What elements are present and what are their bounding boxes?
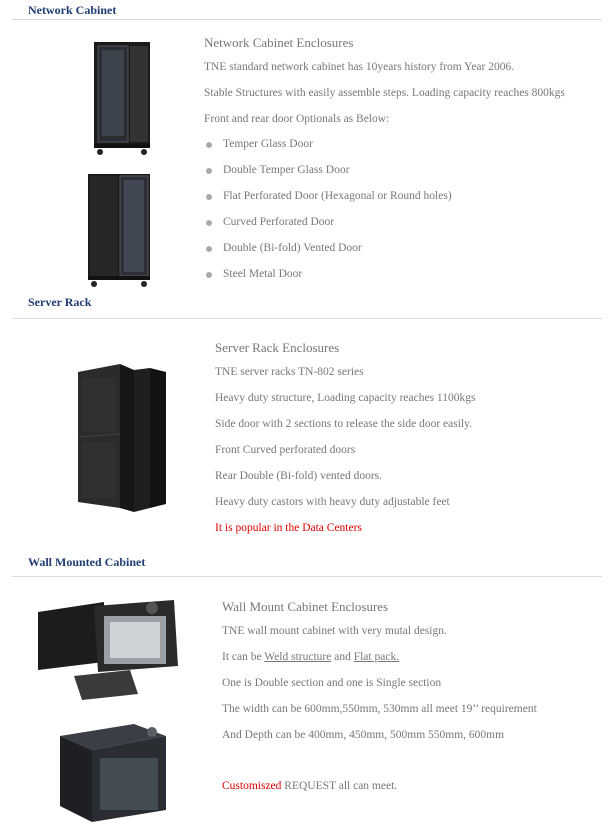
- server-rack-image: [72, 362, 172, 514]
- wall-cabinet-double-section-image: [34, 598, 182, 702]
- bullet-icon: [206, 246, 212, 252]
- server-line-1: TNE server racks TN-802 series: [215, 366, 364, 378]
- network-cabinet-perforated-image: [82, 172, 158, 290]
- wall-line-2-prefix: It can be: [222, 651, 262, 663]
- wall-line-2: [222, 651, 399, 663]
- customized-label: Customiszed: [222, 780, 282, 792]
- divider: [12, 576, 602, 577]
- wall-cabinet-single-section-image: [56, 716, 170, 826]
- network-heading: Network Cabinet Enclosures: [204, 35, 354, 50]
- wall-line-3: One is Double section and one is Single section: [222, 677, 442, 689]
- network-line-2: Stable Structures with easily assemble steps. Loading capacity reaches 800kgs: [204, 87, 565, 99]
- network-cabinet-glass-image: [88, 40, 156, 158]
- section-title-wall: Wall Mounted Cabinet: [28, 555, 146, 569]
- door-option-3: Flat Perforated Door (Hexagonal or Round holes): [223, 190, 452, 202]
- server-line-2: Heavy duty structure, Loading capacity reaches 1100kgs: [215, 392, 476, 404]
- server-heading: Server Rack Enclosures: [215, 340, 340, 355]
- divider: [12, 19, 602, 20]
- flat-pack-link[interactable]: Flat pack.: [353, 651, 400, 663]
- server-line-5: Rear Double (Bi-fold) vented doors.: [215, 470, 383, 482]
- wall-line-2-mid: and: [334, 651, 351, 663]
- server-line-4: Front Curved perforated doors: [215, 444, 356, 456]
- bullet-icon: [206, 220, 212, 226]
- wall-line-1: TNE wall mount cabinet with very mutal design.: [222, 625, 447, 637]
- wall-customized-line: [222, 780, 397, 792]
- weld-structure-link[interactable]: Weld structure: [264, 651, 332, 663]
- network-line-3: Front and rear door Optionals as Below:: [204, 113, 390, 125]
- wall-line-4: The width can be 600mm,550mm, 530mm all meet 19’’ requirement: [222, 703, 537, 715]
- bullet-icon: [206, 168, 212, 174]
- door-option-6: Steel Metal Door: [223, 268, 303, 280]
- bullet-icon: [206, 194, 212, 200]
- door-option-1: Temper Glass Door: [223, 138, 313, 150]
- server-line-6: Heavy duty castors with heavy duty adjustable feet: [215, 496, 450, 508]
- server-highlight: It is popular in the Data Centers: [215, 522, 362, 534]
- divider: [12, 318, 602, 319]
- door-option-2: Double Temper Glass Door: [223, 164, 350, 176]
- section-title-network: Network Cabinet: [28, 3, 117, 17]
- wall-line-5: And Depth can be 400mm, 450mm, 500mm 550mm, 600mm: [222, 729, 505, 741]
- customized-rest: REQUEST all can meet.: [281, 780, 398, 792]
- server-line-3: Side door with 2 sections to release the side door easily.: [215, 418, 472, 430]
- network-line-1: TNE standard network cabinet has 10years history from Year 2006.: [204, 61, 515, 73]
- bullet-icon: [206, 142, 212, 148]
- section-title-server: Server Rack: [28, 295, 92, 309]
- wall-heading: Wall Mount Cabinet Enclosures: [222, 599, 389, 614]
- bullet-icon: [206, 272, 212, 278]
- door-option-4: Curved Perforated Door: [223, 216, 335, 228]
- door-option-5: Double (Bi-fold) Vented Door: [223, 242, 362, 254]
